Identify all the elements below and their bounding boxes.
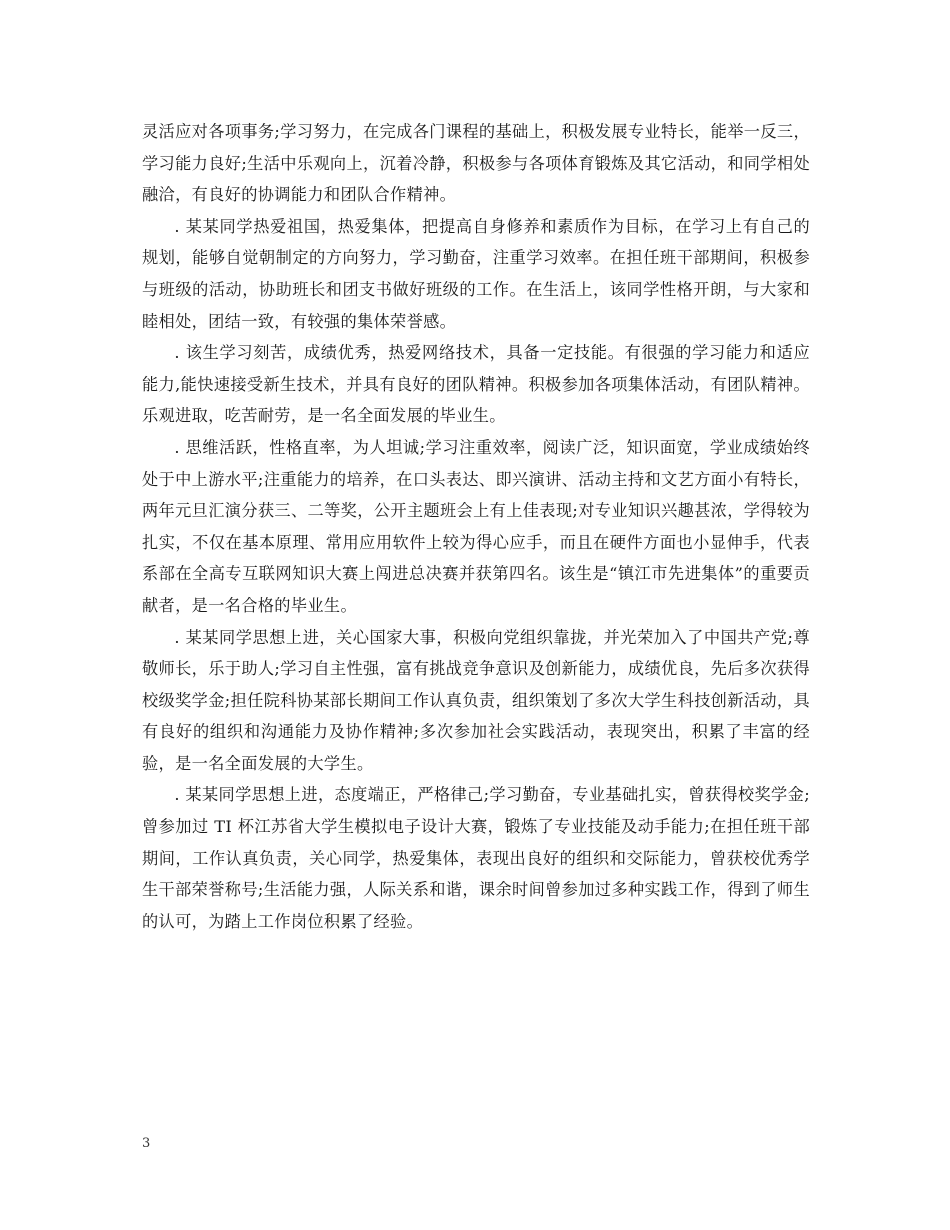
paragraph-continued: 灵活应对各项事务;学习努力，在完成各门课程的基础上，积极发展专业特长，能举一反三，学习能力良好;生活中乐观向上，沉着冷静，积极参与各项体育锻炼及其它活动，和同学相处融洽，有良好的协调能力和团队合作精神。	[142, 122, 810, 205]
paragraph-5: . 某某同学思想上进，关心国家大事，积极向党组织靠拢，并光荣加入了中国共产党;尊敬师长，乐于助人;学习自主性强，富有挑战竞争意识及创新能力，成绩优良，先后多次获得校级奖学金;担任院科协某部长期间工作认真负责，组织策划了多次大学生科技创新活动，具有良好的组织和沟通能力及协作精神;多次参加社会实践活动，表现突出，积累了丰富的经验，是一名全面发展的大学生。	[142, 627, 810, 773]
page-number: 3	[142, 1136, 151, 1151]
paragraph-4: . 思维活跃，性格直率，为人坦诚;学习注重效率，阅读广泛，知识面宽，学业成绩始终处于中上游水平;注重能力的培养，在口头表达、即兴演讲、活动主持和文艺方面小有特长，两年元旦汇演分获三、二等奖，公开主题班会上有上佳表现;对专业知识兴趣甚浓，学得较为扎实，不仅在基本原理、常用应用软件上较为得心应手，而且在硬件方面也小显伸手，代表系部在全高专互联网知识大赛上闯进总决赛并获第四名。该生是“镇江市先进集体”的重要贡献者，是一名合格的毕业生。	[142, 437, 810, 615]
document-body	[142, 116, 810, 937]
paragraph-6: . 某某同学思想上进，态度端正，严格律己;学习勤奋，专业基础扎实，曾获得校奖学金;曾参加过 TI 杯江苏省大学生模拟电子设计大赛，锻炼了专业技能及动手能力;在担任班干部期间，工作认真负责，关心同学，热爱集体，表现出良好的组织和交际能力，曾获校优秀学生干部荣誉称号;生活能力强，人际关系和谐，课余时间曾参加过多种实践工作，得到了师生的认可，为踏上工作岗位积累了经验。	[142, 785, 810, 931]
paragraph-3: . 该生学习刻苦，成绩优秀，热爱网络技术，具备一定技能。有很强的学习能力和适应能力,能快速接受新生技术，并具有良好的团队精神。积极参加各项集体活动，有团队精神。乐观进取，吃苦耐劳，是一名全面发展的毕业生。	[142, 343, 810, 426]
paragraph-2: . 某某同学热爱祖国，热爱集体，把提高自身修养和素质作为目标，在学习上有自己的规划，能够自觉朝制定的方向努力，学习勤奋，注重学习效率。在担任班干部期间，积极参与班级的活动，协助班长和团支书做好班级的工作。在生活上，该同学性格开朗，与大家和睦相处，团结一致，有较强的集体荣誉感。	[142, 216, 810, 331]
